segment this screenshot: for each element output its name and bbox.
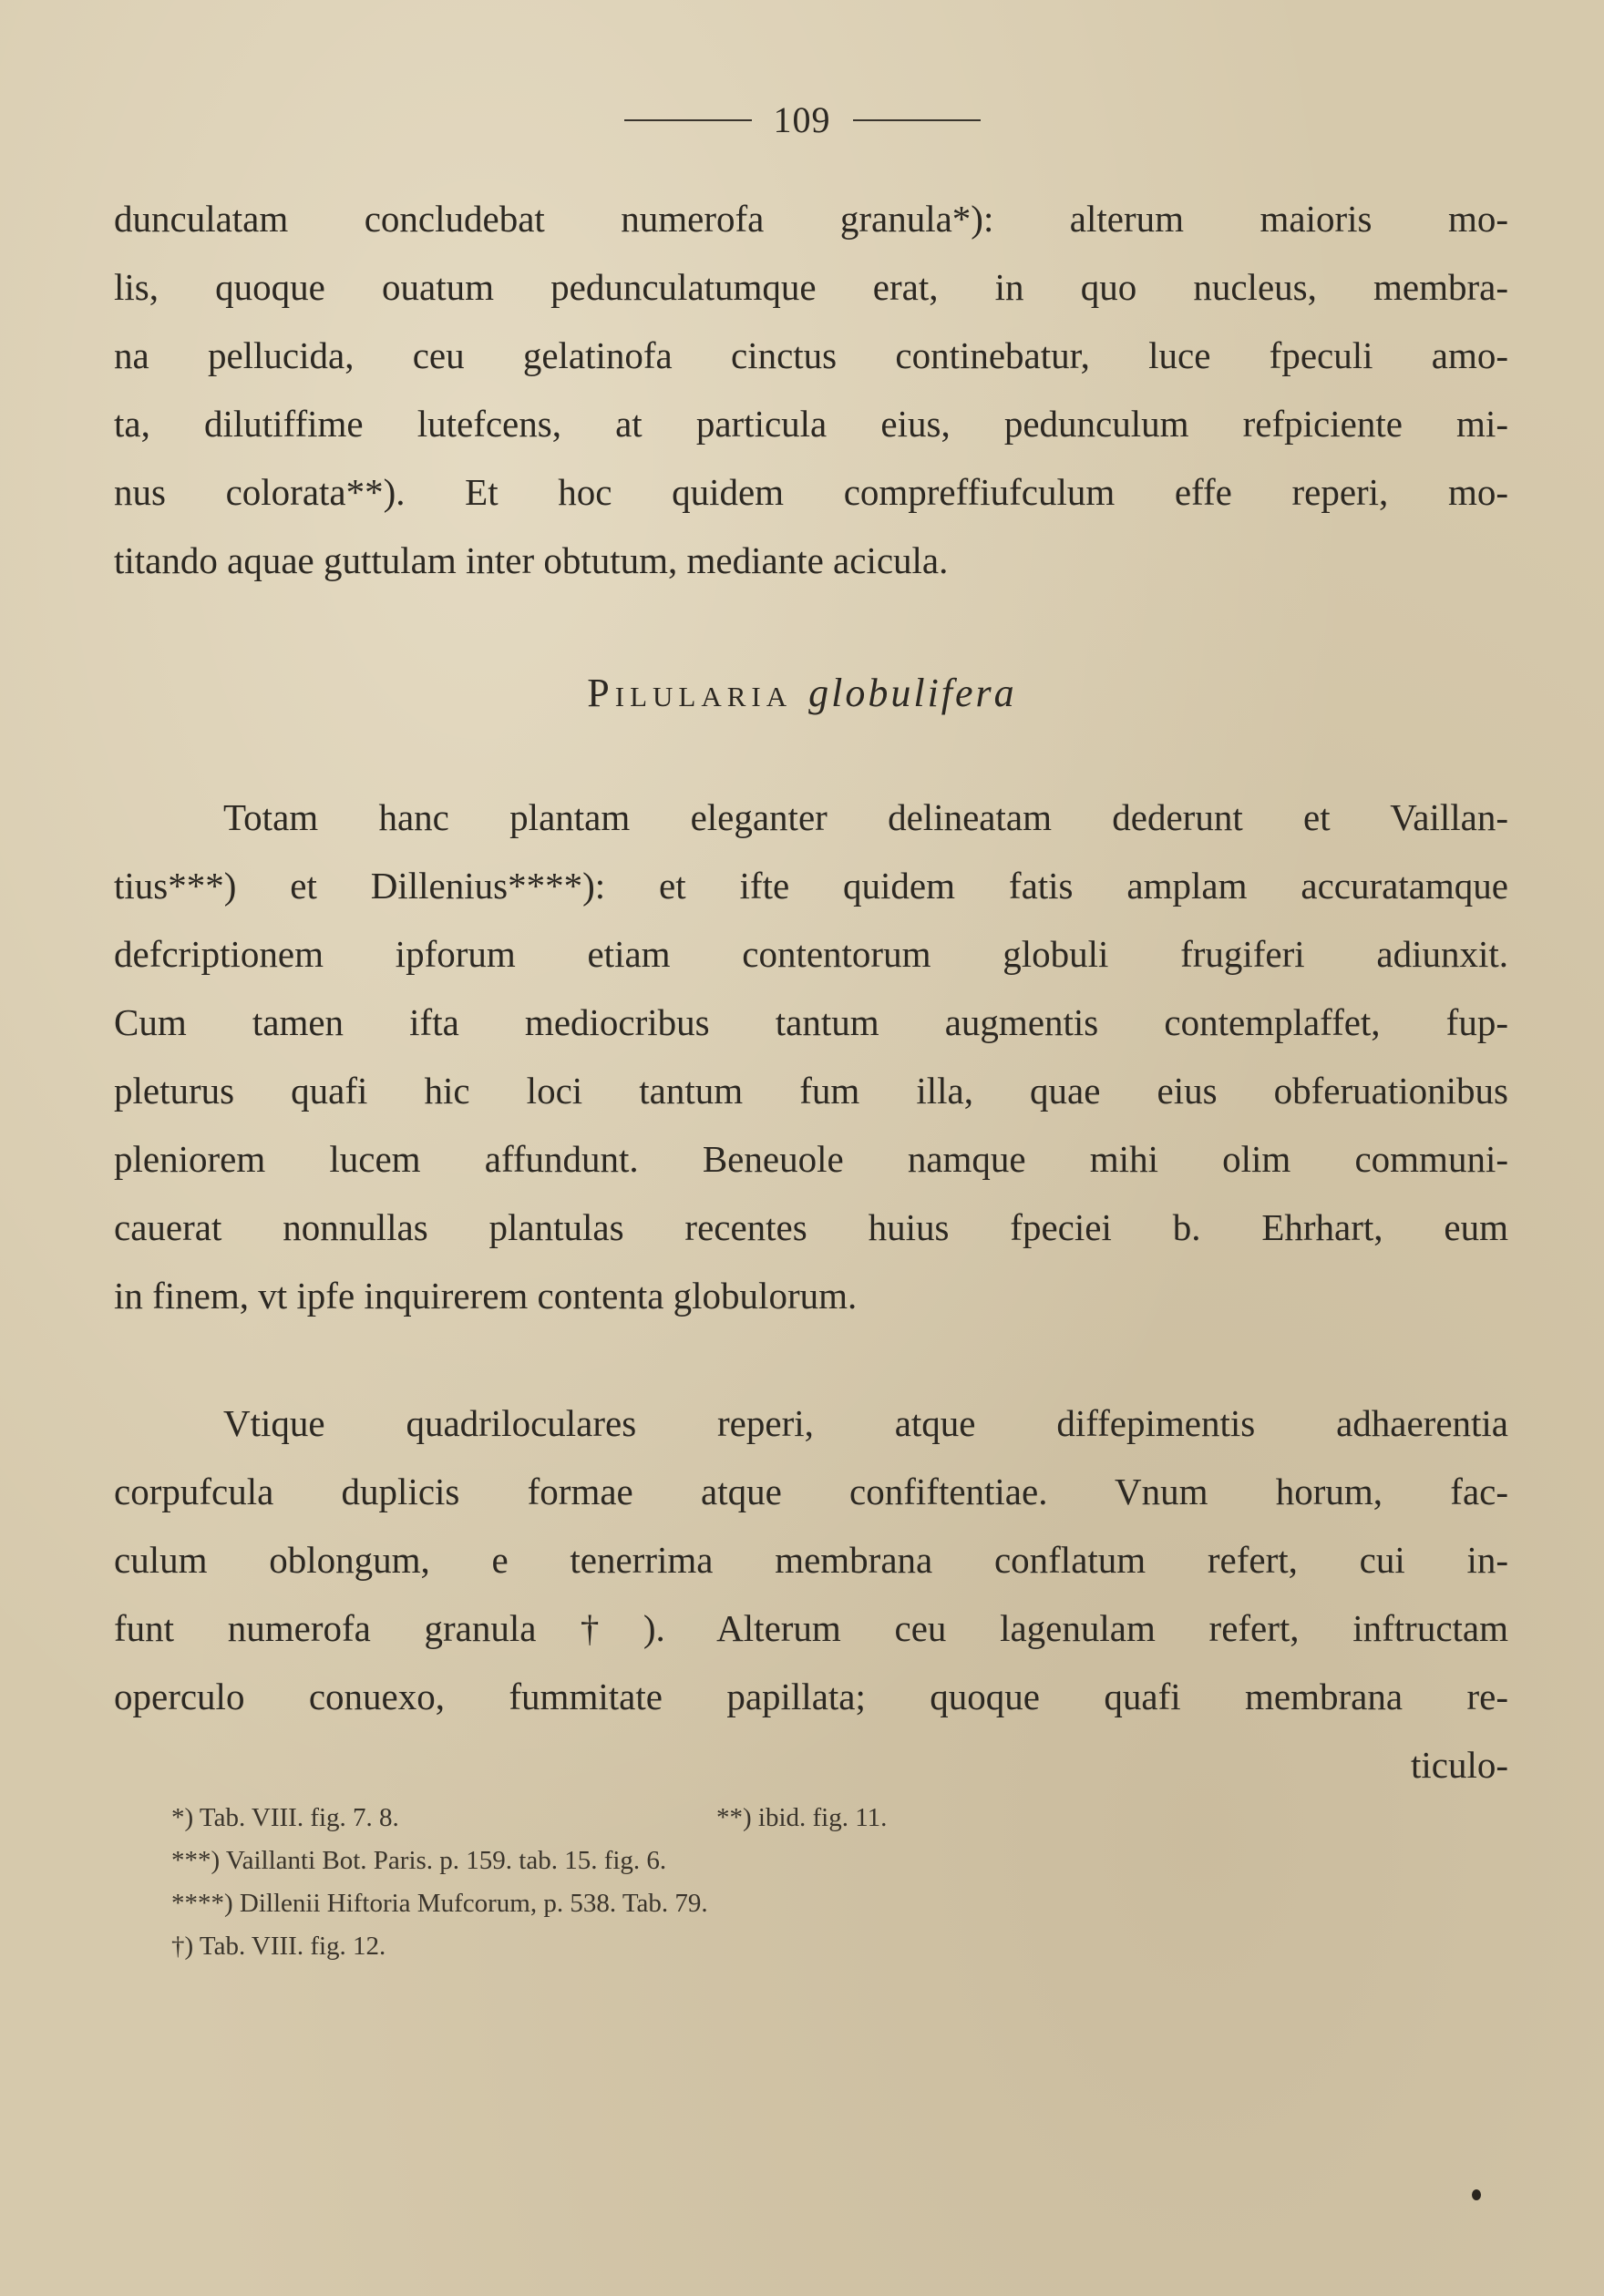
footnote-row: [171, 1797, 1265, 1840]
section-heading: [0, 670, 1604, 716]
header-rule-left: [624, 119, 752, 121]
text-line: funt numerofa granula†). Alterum ceu lagenulam refert, inftructam: [114, 1607, 1508, 1649]
text-line: ta, dilutiffime lutefcens, at particula eius, pedunculum refpiciente mi-: [114, 403, 1508, 445]
footnote: ****) Dillenii Hiftoria Mufcorum, p. 538. Tab. 79.: [171, 1889, 708, 1918]
text-line: lis, quoque ouatum pedunculatumque erat, in quo nucleus, membra-: [114, 266, 1508, 308]
footnote: †) Tab. VIII. fig. 12.: [171, 1932, 386, 1961]
text-line: Vtique quadriloculares reperi, atque diffepimentis adhaerentia: [223, 1402, 1508, 1444]
text-line: pleniorem lucem affundunt. Beneuole namque mihi olim communi-: [114, 1138, 1508, 1180]
catchword: ticulo-: [1410, 1744, 1508, 1786]
text-line: nus colorata**). Et hoc quidem compreffiufculum effe reperi, mo-: [114, 471, 1508, 513]
text-line: Totam hanc plantam eleganter delineatam dederunt et Vaillan-: [223, 796, 1508, 838]
footnote: *) Tab. VIII. fig. 7. 8.: [171, 1803, 399, 1832]
text-line: pleturus quafi hic loci tantum fum illa, quae eius obferuationibus: [114, 1070, 1508, 1112]
text-line: na pellucida, ceu gelatinofa cinctus continebatur, luce fpeculi amo-: [114, 334, 1508, 376]
text-line: titando aquae guttulam inter obtutum, mediante acicula.: [114, 539, 949, 581]
page-header: [0, 98, 1604, 142]
footnotes: [171, 1797, 1265, 1968]
text-line: tius***) et Dillenius****): et ifte quidem fatis amplam accuratamque: [114, 865, 1508, 907]
text-line: dunculatam concludebat numerofa granula*): alterum maioris mo-: [114, 198, 1508, 240]
text-line: operculo conuexo, fummitate papillata; quoque quafi membrana re-: [114, 1676, 1508, 1717]
text-line: defcriptionem ipforum etiam contentorum globuli frugiferi adiunxit.: [114, 933, 1508, 975]
paragraph-description: [114, 784, 1508, 1330]
heading-species: globulifera: [808, 671, 1017, 715]
text-line: Cum tamen ifta mediocribus tantum augmentis contemplaffet, fup-: [114, 1001, 1508, 1043]
text-line: culum oblongum, e tenerrima membrana conflatum refert, cui in-: [114, 1539, 1508, 1581]
page-number: 109: [773, 99, 831, 140]
footnote: ***) Vaillanti Bot. Paris. p. 159. tab. 15. fig. 6.: [171, 1846, 667, 1875]
text-line: in finem, vt ipfe inquirerem contenta globulorum.: [114, 1275, 858, 1317]
text-line: cauerat nonnullas plantulas recentes huius fpeciei b. Ehrhart, eum: [114, 1206, 1508, 1248]
footnote: **) ibid. fig. 11.: [716, 1803, 888, 1832]
heading-genus: Pilularia: [587, 671, 793, 715]
text-line: corpufcula duplicis formae atque confiftentiae. Vnum horum, fac-: [114, 1471, 1508, 1512]
paragraph-observations: [114, 1389, 1508, 1799]
header-rule-right: [853, 119, 981, 121]
paragraph-continuation: [114, 185, 1508, 595]
ink-speck: [1472, 2189, 1481, 2200]
